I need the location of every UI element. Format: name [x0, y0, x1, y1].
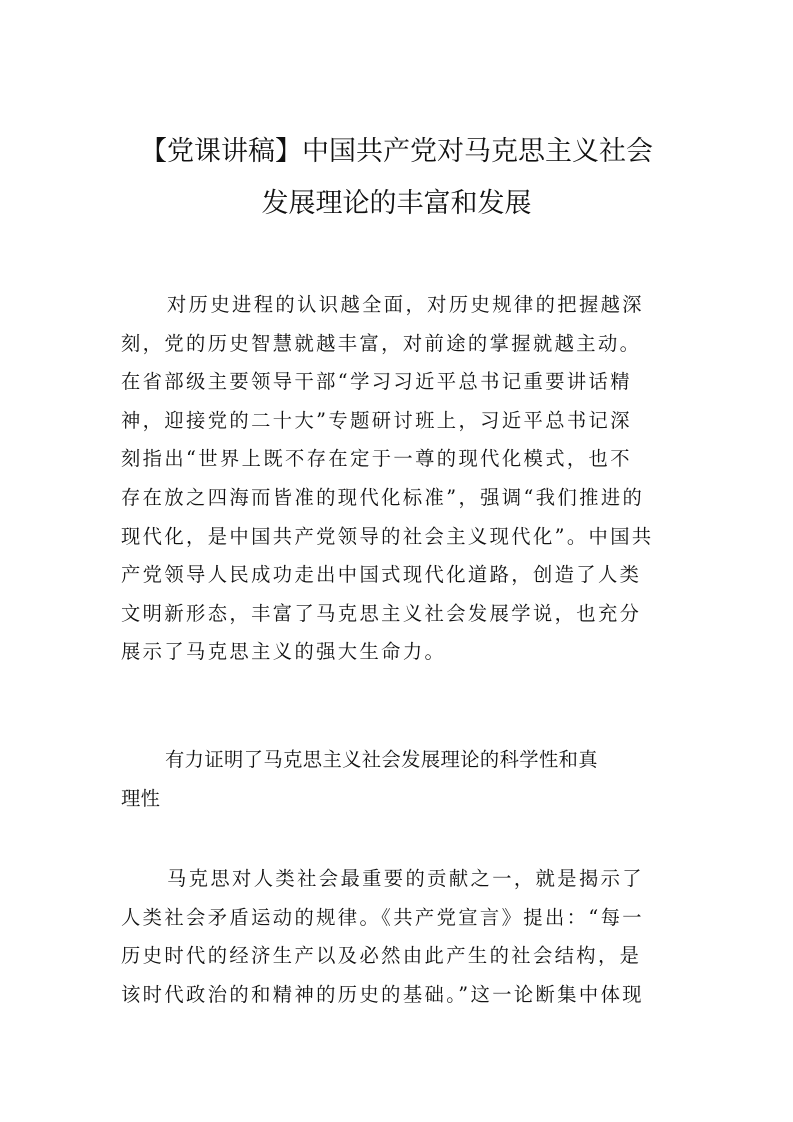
body-paragraph	[121, 860, 677, 1014]
paragraph-line: 马克思对人类社会最重要的贡献之一，就是揭示了	[167, 867, 644, 890]
paragraph-line: 文明新形态，丰富了马克思主义社会发展学说，也充分	[121, 601, 642, 625]
title-line-2: 发展理论的丰富和发展	[261, 188, 532, 219]
intro-paragraph	[121, 286, 677, 672]
paragraph-line: 历史时代的经济生产以及必然由此产生的社会结构，是	[121, 944, 642, 968]
paragraph-line: 现代化，是中国共产党领导的社会主义现代化”。中国共	[121, 524, 654, 548]
paragraph-line: 展示了马克思主义的强大生命力。	[121, 640, 447, 664]
title-line-1: 【党课讲稿】中国共产党对马克思主义社会	[140, 136, 653, 167]
paragraph-line: 对历史进程的认识越全面，对历史规律的把握越深	[167, 293, 644, 316]
paragraph-line: 存在放之四海而皆准的现代化标准”，强调“我们推进的	[121, 485, 645, 509]
paragraph-line: 该时代政治的和精神的历史的基础。”这一论断集中体现	[121, 982, 644, 1006]
document-title	[90, 126, 703, 230]
paragraph-line: 在省部级主要领导干部“学习习近平总书记重要讲话精	[121, 370, 632, 394]
paragraph-line: 刻，党的历史智慧就越丰富，对前途的掌握就越主动。	[121, 331, 642, 355]
heading-line-2: 理性	[121, 786, 161, 810]
paragraph-line: 刻指出“世界上既不存在定于一尊的现代化模式，也不	[121, 447, 632, 471]
paragraph-line: 神，迎接党的二十大”专题研讨班上，习近平总书记深	[121, 408, 632, 432]
paragraph-line: 产党领导人民成功走出中国式现代化道路，创造了人类	[121, 563, 642, 587]
heading-line-1: 有力证明了马克思主义社会发展理论的科学性和真	[165, 748, 598, 771]
paragraph-line: 人类社会矛盾运动的规律。《共产党宣言》提出：“每一	[121, 905, 644, 929]
section-heading	[121, 741, 677, 818]
